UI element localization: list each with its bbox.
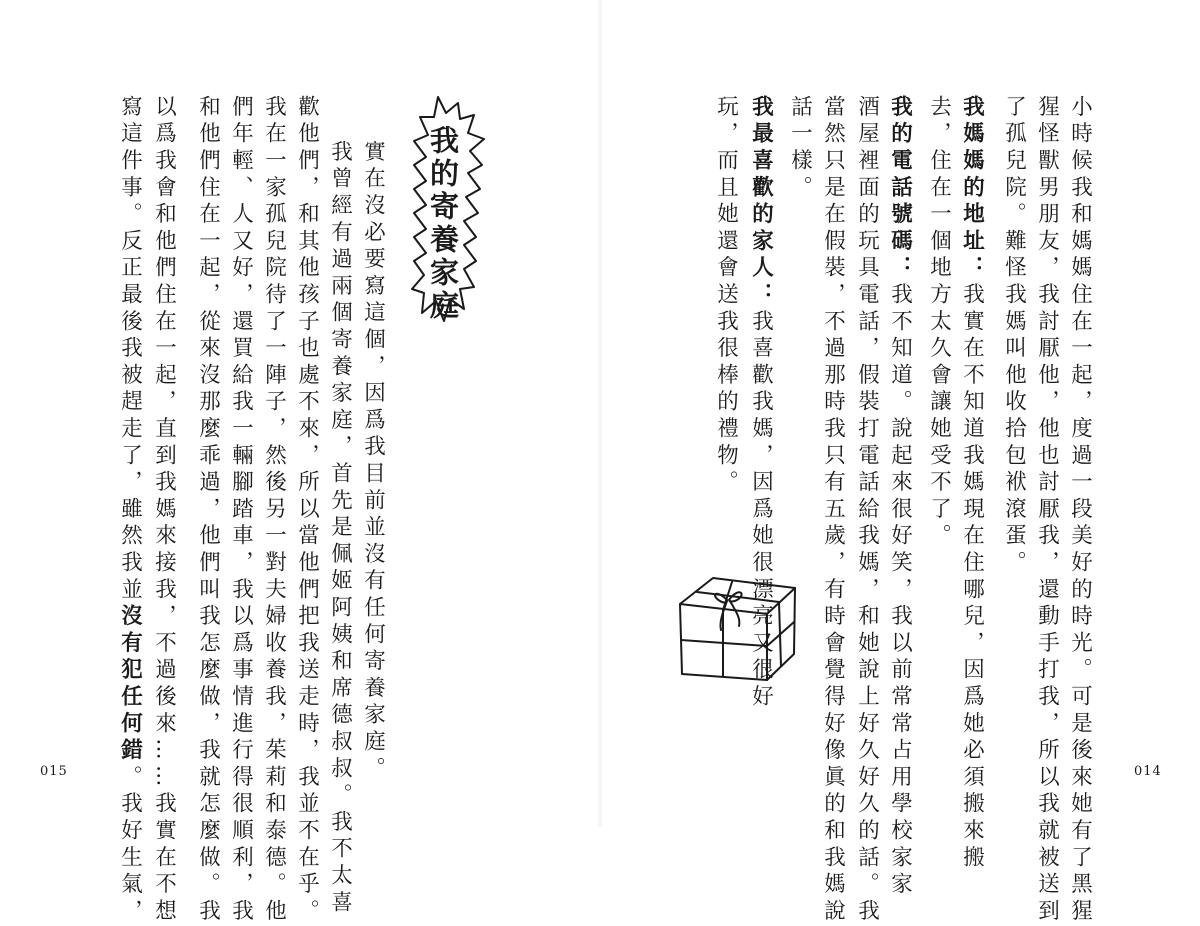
section-title: 我的寄養家庭: [426, 125, 460, 323]
text-column: 以爲我會和他們住在一起，直到我媽來接我，不過後來……我實在不想: [151, 95, 177, 926]
text-column: 話一樣。: [787, 95, 813, 203]
text-column: 去，住在一個地方太久會讓她受不了。: [926, 95, 952, 551]
text-column: 和他們住在一起，從來沒那麼乖過，他們叫我怎麼做，我就怎麼做。我: [195, 95, 221, 926]
page-number: 015: [40, 764, 68, 779]
text-column: 我曾經有過兩個寄養家庭，首先是佩姬阿姨和席德叔叔。我不太喜: [327, 140, 353, 918]
text-column: 寫這件事。反正最後我被趕走了，雖然我並沒有犯任何錯。我好生氣，: [117, 95, 143, 926]
text-column: 玩，而且她還會送我很棒的禮物。: [713, 95, 739, 497]
text-column: 當然只是在假裝，不過那時我只有五歲，有時會覺得好像眞的和我媽說: [820, 95, 846, 926]
text-column: 猩怪獸男朋友，我討厭他，他也討厭我，還動手打我，所以我就被送到: [1034, 95, 1060, 926]
text-column: 我媽媽的地址：我實在不知道我媽現在住哪兒，因爲她必須搬來搬: [959, 95, 985, 873]
text-column: 我在一家孤兒院待了一陣子，然後另一對夫婦收養我，茱莉和泰德。他: [261, 95, 287, 926]
page-gutter: [597, 0, 603, 827]
text-column: 我最喜歡的家人：我喜歡我媽，因爲她很漂亮又很好: [748, 95, 774, 712]
text-column: 小時候我和媽媽住在一起，度過一段美好的時光。可是後來她有了黑猩: [1067, 95, 1093, 926]
gift-box-illustration: [675, 570, 800, 682]
emphasis-no-fault: 沒有犯任何錯: [117, 604, 143, 766]
label-phone-number: 我的電話號碼：: [887, 95, 913, 283]
text-column: 我的電話號碼：我不知道。說起來很好笑，我以前常常占用學校家家: [887, 95, 913, 900]
text-column: 歡他們，和其他孩子也處不來，所以當他們把我送走時，我並不在乎。: [294, 95, 320, 926]
label-mother-address: 我媽媽的地址：: [959, 95, 985, 283]
text-column: 們年輕、人又好，還買給我一輛腳踏車，我以爲事情進行得很順利，我: [228, 95, 254, 926]
text-column: 酒屋裡面的玩具電話，假裝打電話給我媽，和她說上好久好久的話。我: [854, 95, 880, 926]
page-number: 014: [1134, 764, 1162, 779]
text-column: 實在沒必要寫這個，因爲我目前並沒有任何寄養家庭。: [360, 140, 386, 784]
label-favorite-family: 我最喜歡的家人：: [748, 95, 774, 310]
text-column: 了孤兒院。難怪我媽叫他收拾包袱滾蛋。: [1001, 95, 1027, 578]
